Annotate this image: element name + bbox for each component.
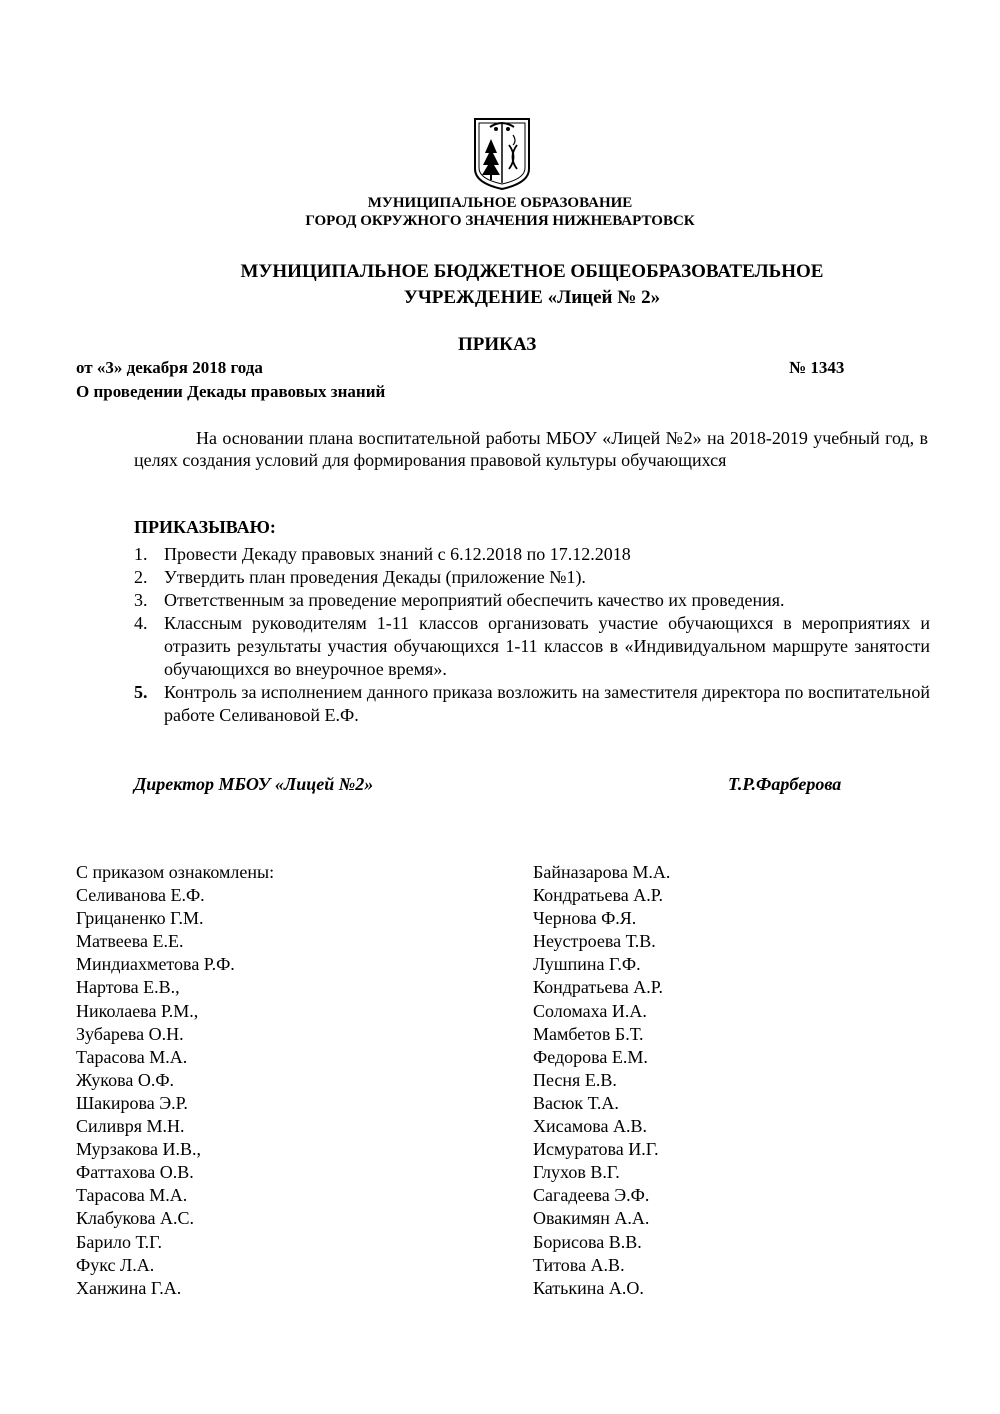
school-name-line-2: УЧРЕЖДЕНИЕ «Лицей № 2» [403, 287, 661, 308]
acknowledged-name: Чернова Ф.Я. [533, 908, 637, 929]
acknowledged-name: Федорова Е.М. [533, 1046, 648, 1067]
acknowledged-name: Фукс Л.А. [76, 1254, 155, 1275]
order-date: от «3» декабря 2018 года [76, 358, 263, 377]
acknowledged-name: Селиванова Е.Ф. [76, 885, 205, 906]
acknowledged-name: Неустроева Т.В. [533, 931, 656, 952]
preamble-paragraph: На основании плана воспитательной работы МБОУ «Лицей №2» на 2018-2019 учебный год, в целях создания условий для формирования правовой культуры обучающихся [134, 428, 928, 470]
acknowledged-name: Кондратьева А.Р. [533, 885, 663, 906]
order-item [134, 543, 930, 566]
acknowledged-name: Шакирова Э.Р. [76, 1092, 188, 1113]
decree-word: ПРИКАЗЫВАЮ: [134, 517, 276, 537]
acknowledgement-left-column [76, 861, 274, 1300]
school-name-line-1: МУНИЦИПАЛЬНОЕ БЮДЖЕТНОЕ ОБЩЕОБРАЗОВАТЕЛЬНОЕ [240, 261, 824, 282]
signature-name: Т.Р.Фарберова [728, 774, 842, 794]
acknowledged-name: Фаттахова О.В. [76, 1162, 194, 1183]
acknowledged-name: Байназарова М.А. [533, 862, 671, 882]
acknowledged-name: Тарасова М.А. [76, 1185, 188, 1206]
order-item-number: 5. [134, 682, 148, 702]
order-item [134, 681, 930, 727]
acknowledged-name: Титова А.В. [533, 1254, 625, 1275]
order-item-text: Классным руководителям 1-11 классов организовать участие обучающихся в мероприятиях и отразить результаты участия обучающихся 1-11 классов в «Индивидуальном маршруте занятости обучающихся во внеурочное время». [164, 613, 930, 679]
acknowledged-name: Соломаха И.А. [533, 1000, 647, 1021]
order-item [134, 612, 930, 681]
order-item-text: Контроль за исполнением данного приказа возложить на заместителя директора по воспитательной работе Селивановой Е.Ф. [164, 682, 930, 725]
acknowledged-name: Зубарева О.Н. [76, 1023, 184, 1044]
acknowledgement-heading: С приказом ознакомлены: [76, 862, 275, 882]
order-items-list [134, 543, 930, 727]
municipality-line-2: ГОРОД ОКРУЖНОГО ЗНАЧЕНИЯ НИЖНЕВАРТОВСК [305, 213, 695, 229]
acknowledged-name: Кондратьева А.Р. [533, 977, 663, 998]
acknowledged-name: Ханжина Г.А. [76, 1277, 182, 1298]
acknowledged-name: Мамбетов Б.Т. [533, 1023, 644, 1044]
order-item-number: 4. [134, 613, 148, 633]
acknowledged-name: Васюк Т.А. [533, 1092, 619, 1113]
acknowledged-name: Хисамова А.В. [533, 1116, 647, 1137]
order-title: ПРИКАЗ [458, 334, 537, 355]
acknowledged-name: Песня Е.В. [533, 1069, 617, 1090]
order-item-text: Утвердить план проведения Декады (приложение №1). [164, 567, 586, 587]
acknowledged-name: Сагадеева Э.Ф. [533, 1185, 650, 1206]
acknowledged-name: Грицаненко Г.М. [76, 908, 204, 929]
acknowledged-name: Николаева Р.М., [76, 1000, 199, 1021]
order-number: № 1343 [789, 358, 845, 377]
order-item-text: Провести Декаду правовых знаний с 6.12.2018 по 17.12.2018 [164, 544, 631, 564]
order-item-number: 3. [134, 590, 148, 610]
acknowledged-name: Овакимян А.А. [533, 1208, 650, 1229]
order-item [134, 589, 930, 612]
acknowledged-name: Миндиахметова Р.Ф. [76, 954, 235, 975]
acknowledged-name: Тарасова М.А. [76, 1046, 188, 1067]
order-item [134, 566, 930, 589]
acknowledged-name: Матвеева Е.Е. [76, 931, 184, 952]
acknowledged-name: Исмуратова И.Г. [533, 1139, 659, 1160]
acknowledged-name: Жукова О.Ф. [76, 1069, 175, 1090]
acknowledged-name: Лушпина Г.Ф. [533, 954, 641, 975]
acknowledged-name: Силивря М.Н. [76, 1116, 185, 1137]
municipality-line-1: МУНИЦИПАЛЬНОЕ ОБРАЗОВАНИЕ [367, 195, 633, 211]
signature-position: Директор МБОУ «Лицей №2» [134, 774, 374, 794]
acknowledged-name: Мурзакова И.В., [76, 1139, 201, 1160]
acknowledged-name: Глухов В.Г. [533, 1162, 620, 1183]
acknowledged-name: Катькина А.О. [533, 1277, 644, 1298]
order-item-number: 1. [134, 544, 148, 564]
acknowledgement-right-column [533, 861, 670, 1300]
acknowledged-name: Клабукова А.С. [76, 1208, 195, 1229]
order-item-number: 2. [134, 567, 148, 587]
order-subject: О проведении Декады правовых знаний [76, 382, 386, 401]
coat-of-arms-emblem [472, 117, 532, 191]
acknowledged-name: Нартова Е.В., [76, 977, 180, 998]
order-item-text: Ответственным за проведение мероприятий обеспечить качество их проведения. [164, 590, 785, 610]
acknowledged-name: Борисова В.В. [533, 1231, 642, 1252]
acknowledged-name: Барило Т.Г. [76, 1231, 163, 1252]
